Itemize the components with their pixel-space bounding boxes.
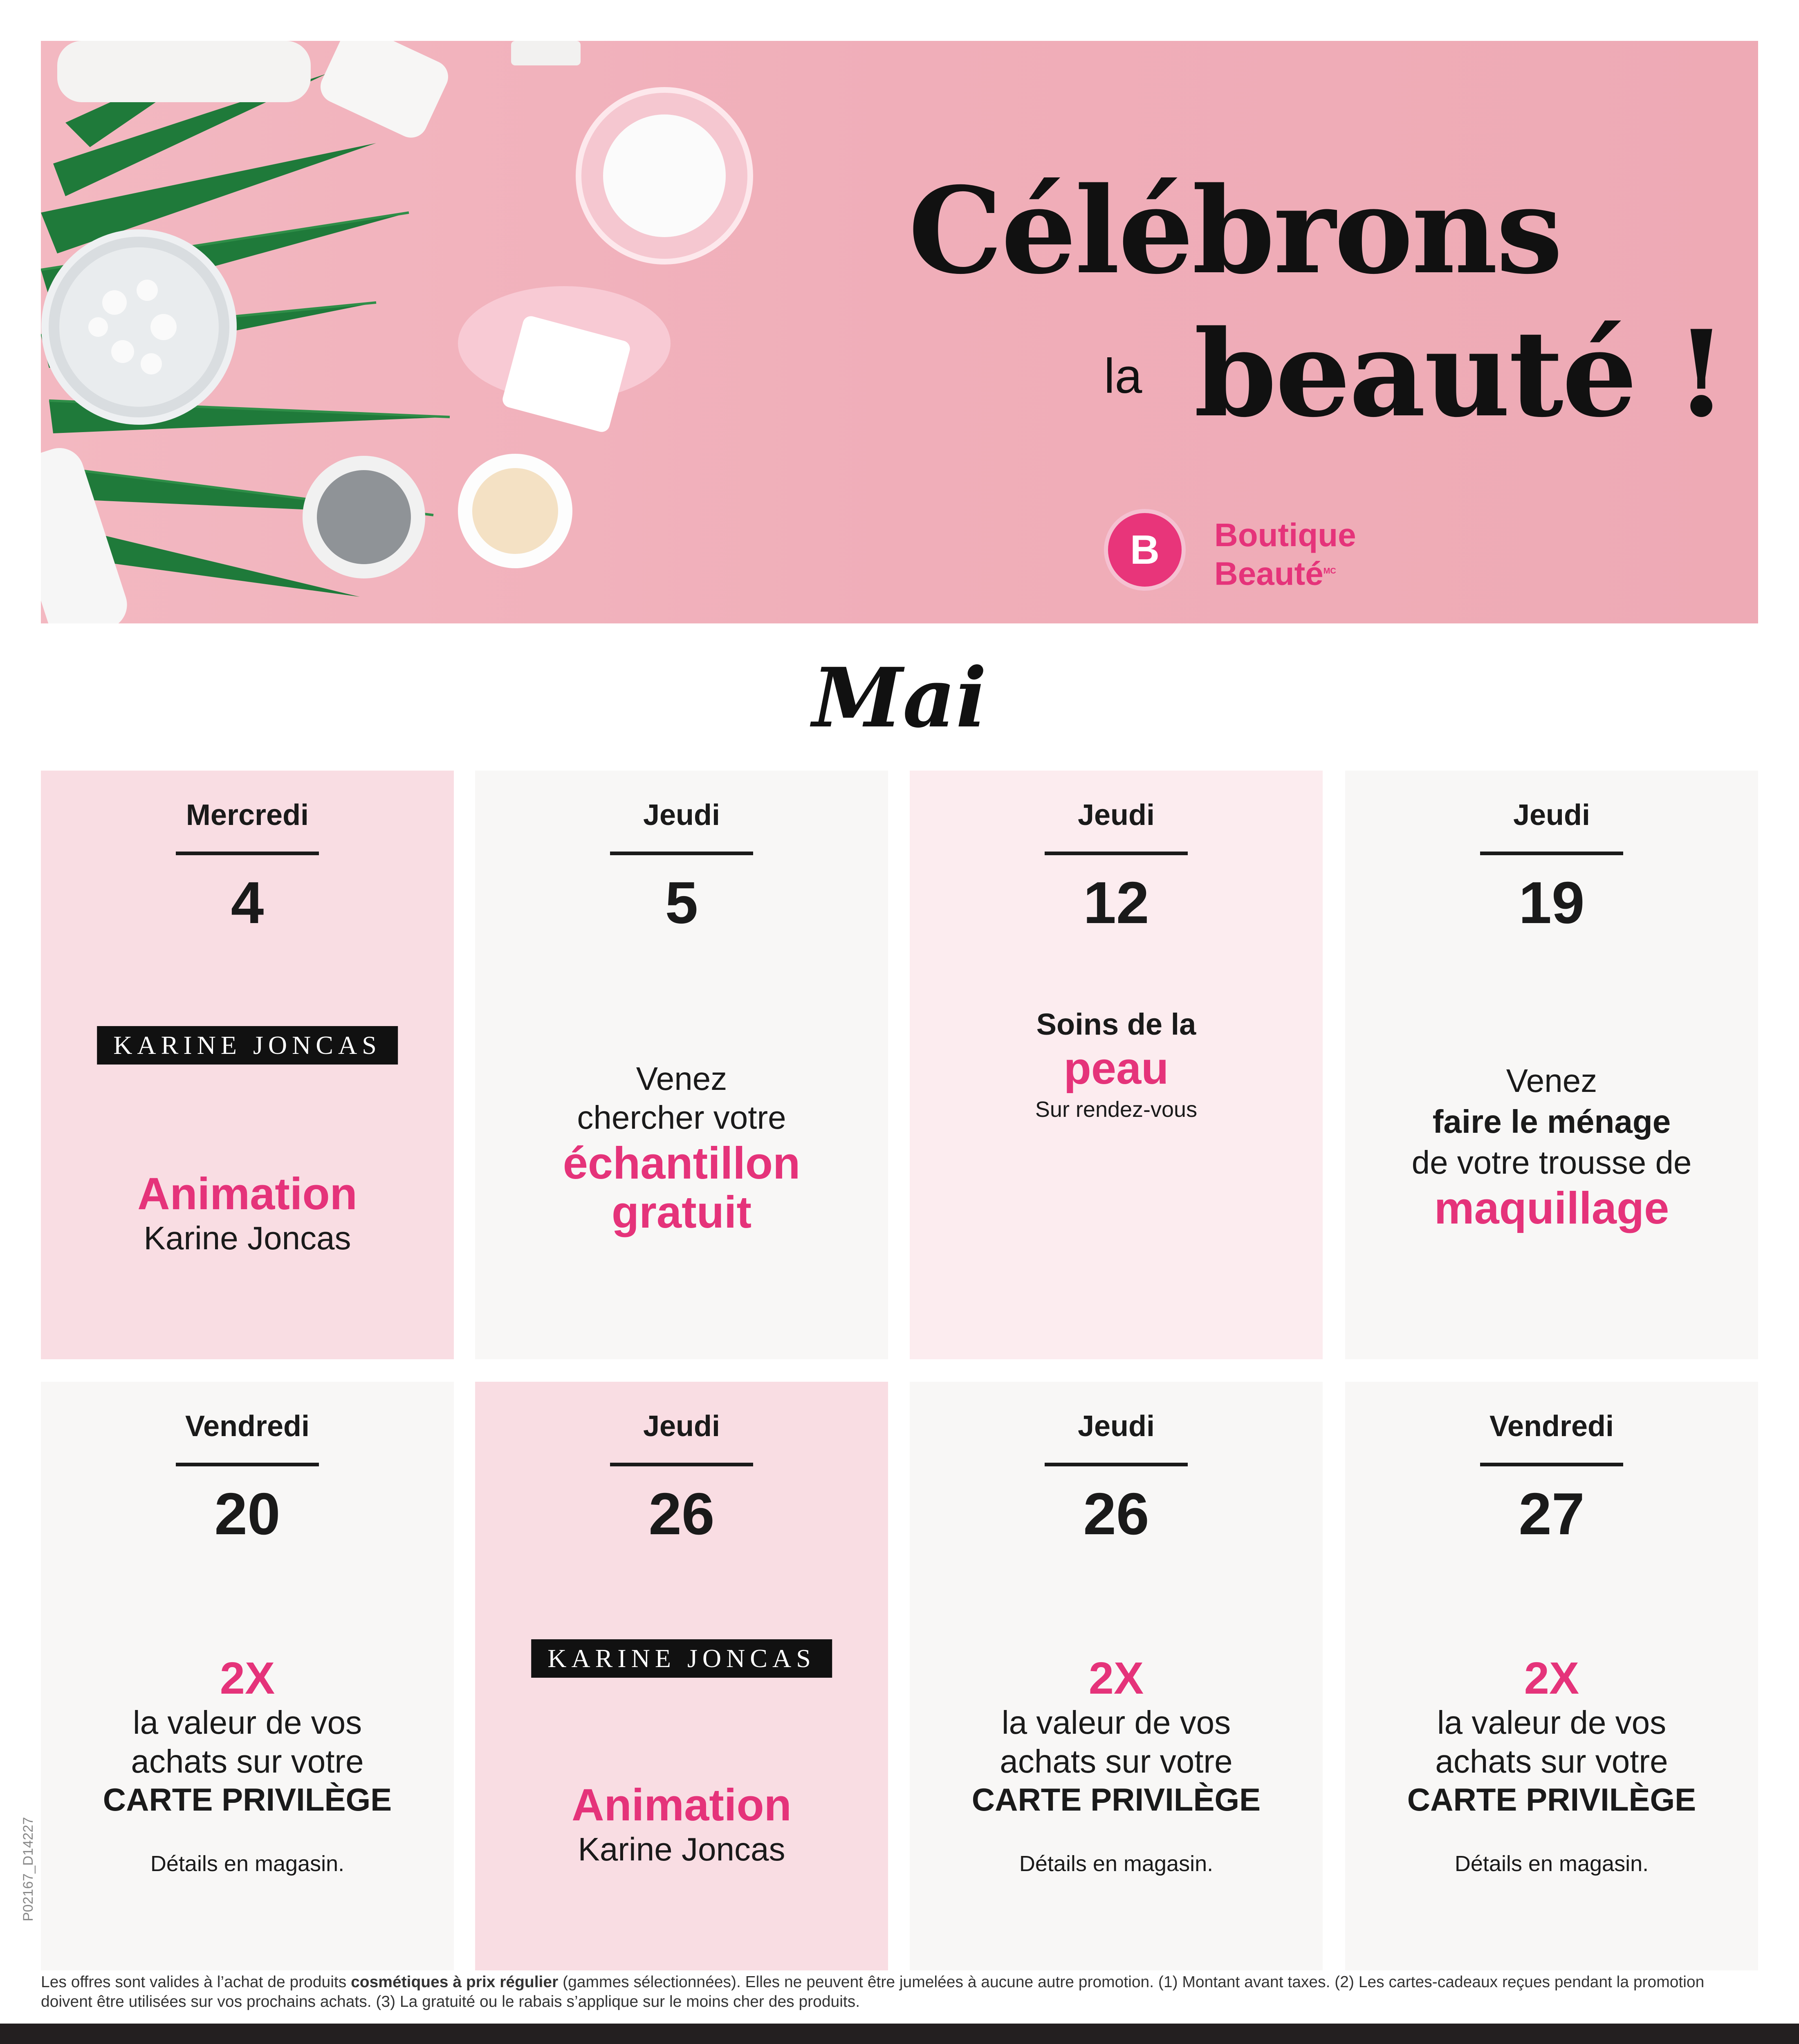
event-note: Détails en magasin. (1454, 1851, 1649, 1876)
event-line-1: la valeur de vos (132, 1704, 362, 1741)
headline-beaute-word: beauté ! (1194, 305, 1726, 444)
event-date: 27 (1519, 1481, 1585, 1547)
event-highlight: 2X (220, 1653, 275, 1703)
event-line-1: la valeur de vos (1001, 1704, 1231, 1741)
event-card-vendredi-20 (41, 1382, 454, 1970)
event-card-jeudi-19 (1345, 771, 1758, 1359)
divider (610, 1463, 753, 1466)
event-subtitle: Karine Joncas (578, 1831, 785, 1867)
event-bold: faire le ménage (1432, 1103, 1671, 1140)
event-day: Vendredi (1489, 1410, 1614, 1443)
event-highlight-1: échantillon (563, 1138, 801, 1188)
event-card-jeudi-5 (475, 771, 888, 1359)
event-note: Détails en magasin. (150, 1851, 345, 1876)
event-note: Détails en magasin. (1019, 1851, 1214, 1876)
legal-disclaimer: Les offres sont valides à l’achat de produits cosmétiques à prix régulier (gammes sélectionnées). Elles ne peuvent être jumelées à aucune autre promotion. (1) Montant avant taxes. (2) Les cartes-cadeaux reçues pendant la promotion doivent être utilisées sur vos prochains achats. (3) La gratuité ou le rabais s’applique sur le moins cher des produits. (41, 1973, 1705, 2010)
karine-joncas-logo: KARINE JONCAS (531, 1639, 832, 1678)
headline-la: la (1104, 349, 1142, 403)
event-day: Jeudi (643, 799, 720, 831)
event-day: Jeudi (1077, 1410, 1155, 1443)
event-day: Jeudi (643, 1410, 720, 1443)
event-card-vendredi-27 (1345, 1382, 1758, 1970)
event-subtitle: Karine Joncas (144, 1220, 351, 1256)
event-line-2: achats sur votre (1000, 1743, 1233, 1780)
event-highlight: 2X (1088, 1653, 1144, 1703)
event-date: 4 (231, 870, 264, 936)
divider (176, 852, 319, 855)
event-line-2: chercher votre (577, 1099, 786, 1136)
event-line-2: achats sur votre (1435, 1743, 1668, 1780)
event-highlight: peau (1063, 1043, 1169, 1094)
divider (1480, 852, 1623, 855)
event-highlight: maquillage (1434, 1183, 1669, 1233)
event-title: Animation (137, 1169, 357, 1219)
event-line-1: la valeur de vos (1437, 1704, 1667, 1741)
event-date: 20 (214, 1481, 280, 1547)
event-date: 5 (665, 870, 698, 936)
brand-b-icon: B (1104, 509, 1186, 591)
boutique-beaute-logo (1104, 505, 1472, 603)
brand-mark: MC (1323, 567, 1336, 576)
event-day: Mercredi (186, 799, 309, 831)
event-bold: CARTE PRIVILÈGE (103, 1782, 392, 1818)
event-line-1: Venez (1506, 1062, 1597, 1099)
event-line-1: Soins de la (1036, 1007, 1196, 1041)
event-date: 12 (1083, 870, 1149, 936)
hero-banner (41, 41, 1758, 623)
event-line-2: achats sur votre (131, 1743, 364, 1780)
event-day: Vendredi (185, 1410, 310, 1443)
beauty-products-illustration (41, 41, 859, 623)
divider (1045, 852, 1188, 855)
event-day: Jeudi (1077, 799, 1155, 831)
event-date: 19 (1519, 870, 1585, 936)
event-card-jeudi-26-privilege (910, 1382, 1323, 1970)
event-line-1: Venez (636, 1060, 727, 1097)
divider (610, 852, 753, 855)
event-highlight-2: gratuit (611, 1187, 752, 1237)
document-code: P02167_D14227 (20, 1817, 36, 1921)
event-highlight: 2X (1524, 1653, 1579, 1703)
brand-name (1214, 517, 1356, 592)
event-bold: CARTE PRIVILÈGE (1407, 1782, 1696, 1818)
divider (1045, 1463, 1188, 1466)
headline-celebrons: Célébrons (908, 161, 1561, 300)
store-footer (0, 2024, 1799, 2044)
legal-bold: cosmétiques à prix régulier (351, 1973, 559, 1991)
event-date: 26 (1083, 1481, 1149, 1547)
event-card-mercredi-4 (41, 771, 454, 1359)
brand-line-2: Beauté$^{MC}$ (1214, 555, 1336, 592)
event-card-jeudi-12 (910, 771, 1323, 1359)
month-title: Mai (812, 650, 987, 746)
event-date: 26 (648, 1481, 715, 1547)
brand-line-1: Boutique (1214, 517, 1356, 553)
event-day: Jeudi (1513, 799, 1590, 831)
event-line-2: de votre trousse de (1411, 1144, 1692, 1181)
divider (1480, 1463, 1623, 1466)
karine-joncas-logo: KARINE JONCAS (97, 1026, 398, 1065)
event-bold: CARTE PRIVILÈGE (971, 1782, 1261, 1818)
event-title: Animation (572, 1780, 792, 1830)
event-note: Sur rendez-vous (1035, 1097, 1198, 1122)
divider (176, 1463, 319, 1466)
event-card-jeudi-26-animation (475, 1382, 888, 1970)
